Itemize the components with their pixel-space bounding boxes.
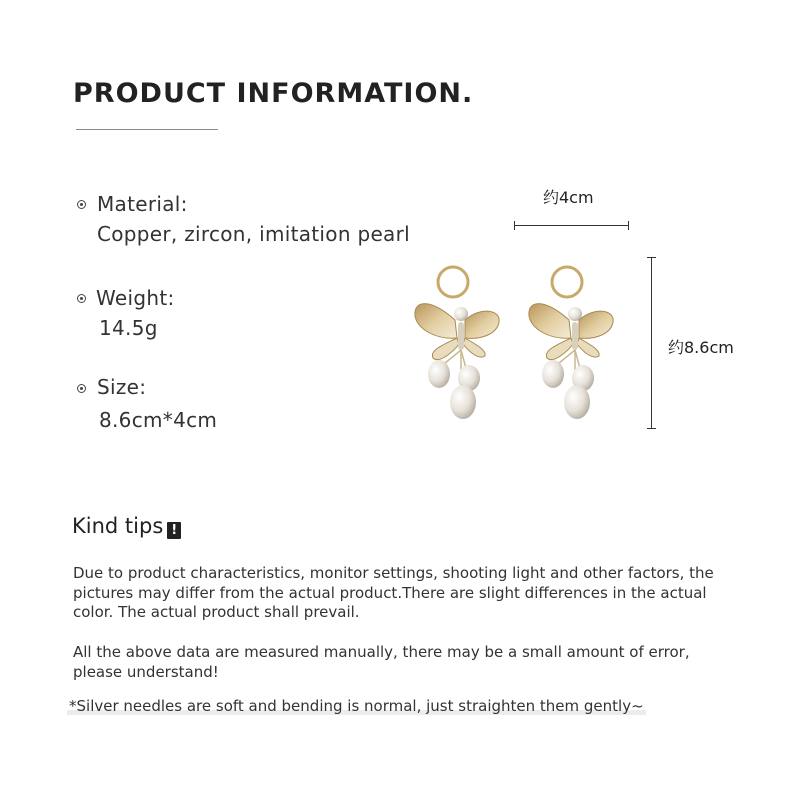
circle-dot-icon xyxy=(77,200,86,209)
earrings-image xyxy=(405,260,625,430)
height-dimension-label: 约8.6cm xyxy=(668,338,734,357)
left-earring xyxy=(415,267,499,419)
page-title: PRODUCT INFORMATION. xyxy=(73,78,474,109)
weight-label: Weight: xyxy=(96,286,175,310)
tips-paragraph-1: Due to product characteristics, monitor settings, shooting light and other factors, the pictures may differ from the actual product.There are slight differences in the actual color. The actual product shall prevail. xyxy=(73,564,714,621)
right-earring xyxy=(529,267,613,419)
material-value: Copper, zircon, imitation pearl xyxy=(97,222,410,246)
material-label: Material: xyxy=(97,192,188,216)
circle-dot-icon xyxy=(77,294,86,303)
size-label: Size: xyxy=(97,375,147,399)
width-dimension-tick xyxy=(514,221,515,230)
circle-dot-icon xyxy=(77,384,86,393)
silver-needle-note: *Silver needles are soft and bending is normal, just straighten them gently~ xyxy=(69,697,644,715)
exclamation-icon: ! xyxy=(167,522,181,539)
height-dimension-line xyxy=(651,257,652,429)
size-value: 8.6cm*4cm xyxy=(99,408,218,432)
kind-tips-title: Kind tips xyxy=(72,514,164,538)
width-dimension-tick xyxy=(628,221,629,230)
tips-paragraph-2: All the above data are measured manually, there may be a small amount of error, please understand! xyxy=(73,643,690,681)
kind-tips-heading xyxy=(72,514,181,539)
height-dimension-tick xyxy=(647,428,656,429)
weight-value: 14.5g xyxy=(99,316,158,340)
width-dimension-label: 约4cm xyxy=(543,188,594,207)
height-dimension-tick xyxy=(647,257,656,258)
title-divider xyxy=(76,129,218,130)
width-dimension-line xyxy=(514,225,629,226)
